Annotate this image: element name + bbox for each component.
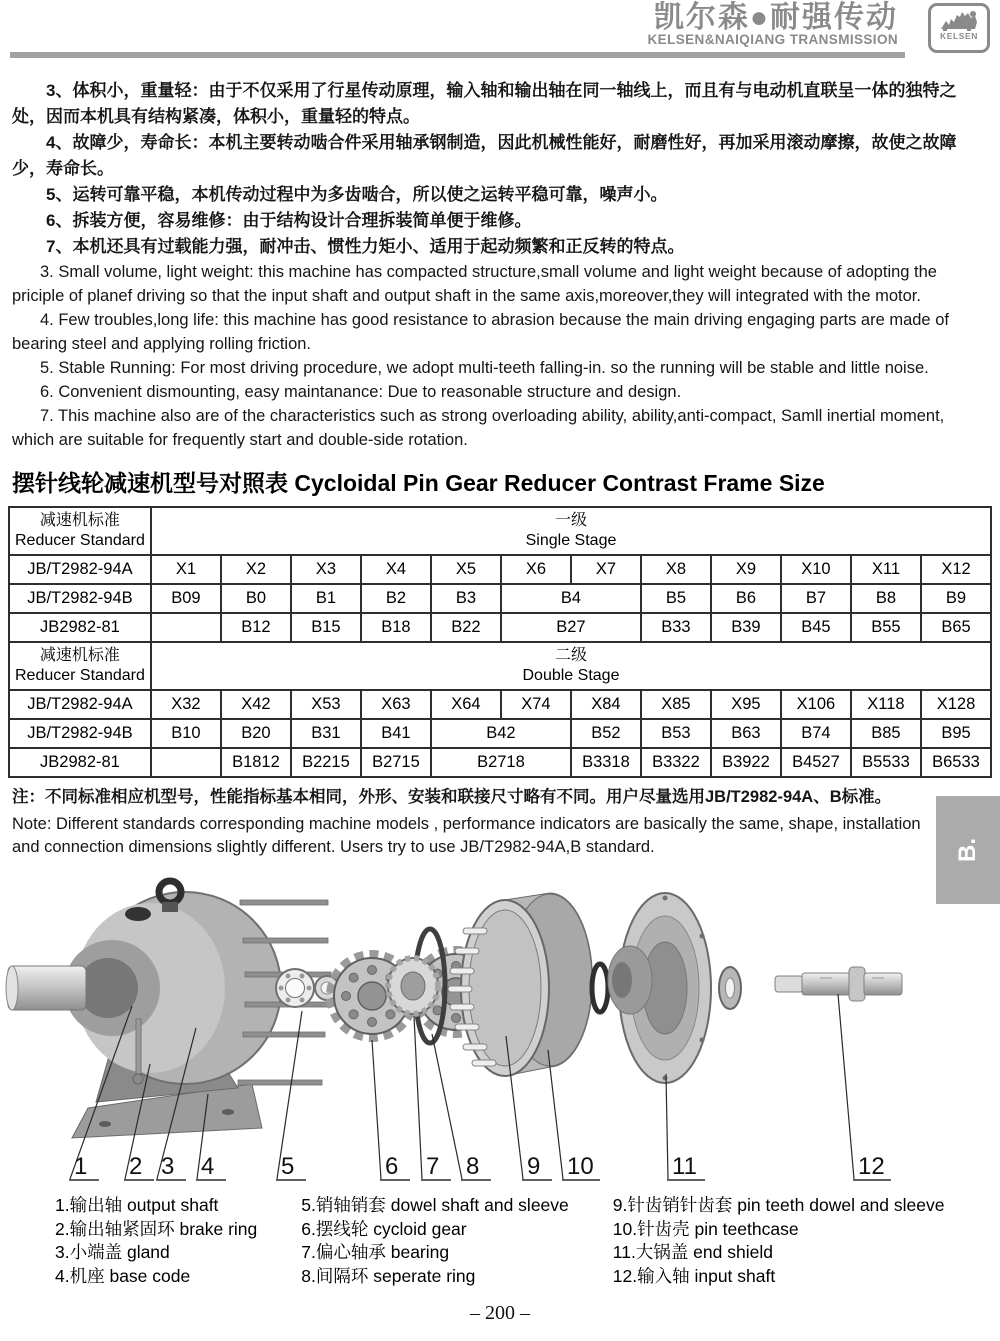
gear-animal-icon (937, 8, 981, 32)
table-cell: B6 (711, 584, 781, 613)
table-cell: B63 (711, 719, 781, 748)
parts-column-1 (55, 1194, 257, 1288)
table-cell: B45 (781, 613, 851, 642)
part-item: 12.输入轴 input shaft (612, 1265, 776, 1286)
feature-cn-4: 4、故障少，寿命长：本机主要转动啮合件采用轴承钢制造，因此机械性能好，耐磨性好，再加采用滚动摩擦，故使之故障少，寿命长。 (12, 133, 957, 178)
part-item: 5.销轴销套 dowel shaft and sleeve (301, 1195, 569, 1215)
feature-cn-6: 6、拆装方便，容易维修：由于结构设计合理拆装简单便于维修。 (46, 211, 532, 230)
table-cell: B33 (641, 613, 711, 642)
table-cell: X32 (151, 690, 221, 719)
table-cell: X118 (851, 690, 921, 719)
reducer-standard-cn: 减速机标准 (39, 647, 120, 664)
table-cell: B3 (431, 584, 501, 613)
part-item: 7.偏心轴承 bearing (301, 1242, 450, 1262)
feature-en-7: 7. This machine also are of the characteristics such as strong overloading ability, ability,anti-compact, Samll inertial moment, which are suitable for frequently start and double-side rotation. (12, 407, 945, 449)
table-cell: X95 (711, 690, 781, 719)
feature-en-6: 6. Convenient dismounting, easy maintanance: Due to reasonable structure and design. (40, 383, 682, 401)
table-cell: B4527 (781, 748, 851, 777)
double-stage-header (151, 642, 991, 690)
table-cell: X64 (431, 690, 501, 719)
table-cell: B31 (291, 719, 361, 748)
reducer-standard-en: Reducer Standard (15, 667, 145, 684)
single-stage-header (151, 507, 991, 555)
table-cell: X85 (641, 690, 711, 719)
table-cell: B52 (571, 719, 641, 748)
double-stage-header-row (9, 642, 991, 690)
kelsen-logo (928, 3, 990, 53)
table-cell: X42 (221, 690, 291, 719)
table-cell: X8 (641, 555, 711, 584)
table-cell: B2718 (431, 748, 571, 777)
feature-cn-3: 3、体积小，重量轻：由于不仅采用了行星传动原理，输入轴和输出轴在同一轴线上，而且有与电动机直联呈一体的独特之处，因而本机具有结构紧凑，体积小，重量轻的特点。 (12, 81, 957, 126)
table-cell: B22 (431, 613, 501, 642)
pin-teethcase (448, 893, 592, 1076)
table-cell: X1 (151, 555, 221, 584)
table-cell: B1812 (221, 748, 291, 777)
table-cell: X9 (711, 555, 781, 584)
part-item: 2.输出轴紧固环 brake ring (55, 1218, 258, 1239)
table-cell: B10 (151, 719, 221, 748)
single-stage-en: Single Stage (525, 532, 617, 549)
o-ring (592, 964, 608, 1012)
part-item: 6.摆线轮 cycloid gear (301, 1218, 467, 1239)
table-row-single-94b (9, 584, 991, 613)
row-label: JB/T2982-94A (9, 555, 151, 584)
model-contrast-table (8, 506, 992, 778)
table-cell: B2 (361, 584, 431, 613)
table-cell: B74 (781, 719, 851, 748)
table-row-double-94a (9, 690, 991, 719)
table-cell: B18 (361, 613, 431, 642)
callout-7: 7 (426, 1153, 440, 1180)
table-cell: B3318 (571, 748, 641, 777)
table-row-single-81 (9, 613, 991, 642)
part-item: 3.小端盖 gland (55, 1242, 170, 1262)
table-cell (151, 748, 221, 777)
reducer-standard-cn: 减速机标准 (39, 512, 120, 529)
table-cell (151, 613, 221, 642)
table-cell: X53 (291, 690, 361, 719)
feature-cn-7: 7、本机还具有过载能力强，耐冲击、惯性力矩小、适用于起动频繁和正反转的特点。 (46, 237, 685, 256)
reducer-standard-header (9, 642, 151, 690)
table-cell: X84 (571, 690, 641, 719)
table-cell: X128 (921, 690, 991, 719)
row-label: JB/T2982-94B (9, 719, 151, 748)
table-cell: X5 (431, 555, 501, 584)
table-cell: X6 (501, 555, 571, 584)
page-number: – 200 – (470, 1302, 530, 1324)
table-cell: B5533 (851, 748, 921, 777)
part-item: 10.针齿壳 pin teethcase (612, 1218, 799, 1239)
table-cell: B9 (921, 584, 991, 613)
table-cell: B3322 (641, 748, 711, 777)
table-cell: B42 (431, 719, 571, 748)
single-stage-cn: 一级 (554, 512, 587, 529)
feature-cn-5: 5、运转可靠平稳，本机传动过程中为多齿啮合，所以使之运转平稳可靠，噪声小。 (46, 185, 668, 204)
callout-11: 11 (672, 1153, 697, 1180)
table-cell: B3922 (711, 748, 781, 777)
brand-title-en: KELSEN&NAIQIANG TRANSMISSION (647, 32, 898, 47)
exploded-view-diagram (0, 876, 1000, 1188)
table-cell: B2715 (361, 748, 431, 777)
reducer-standard-header (9, 507, 151, 555)
callout-1: 1 (74, 1153, 88, 1180)
notes-section (0, 778, 1000, 859)
table-cell: X11 (851, 555, 921, 584)
reducer-standard-en: Reducer Standard (15, 532, 145, 549)
table-row-double-94b (9, 719, 991, 748)
part-item: 1.输出轴 output shaft (55, 1195, 219, 1215)
table-title: 摆针线轮减速机型号对照表 Cycloidal Pin Gear Reducer Contrast Frame Size (12, 470, 825, 496)
callout-2: 2 (129, 1153, 143, 1180)
table-row-single-94a (9, 555, 991, 584)
callout-6: 6 (385, 1153, 399, 1180)
table-cell: B27 (501, 613, 641, 642)
table-cell: B41 (361, 719, 431, 748)
table-cell: B85 (851, 719, 921, 748)
row-label: JB/T2982-94B (9, 584, 151, 613)
table-cell: B20 (221, 719, 291, 748)
table-cell: B0 (221, 584, 291, 613)
callout-numbers (74, 1153, 885, 1180)
table-cell: X3 (291, 555, 361, 584)
feature-en-4: 4. Few troubles,long life: this machine has good resistance to abrasion because the main driving engaging parts are made of bearing steel and applying rolling friction. (12, 311, 949, 353)
header-divider (10, 52, 905, 58)
callout-8: 8 (466, 1153, 480, 1180)
note-en: Note: Different standards corresponding machine models , performance indicators are basically the same, shape, installation and connection dimensions slightly different. Users try to use JB/T2982-94A,B standard. (12, 815, 921, 856)
table-cell: X7 (571, 555, 641, 584)
parts-column-2 (301, 1194, 569, 1288)
table-cell: B09 (151, 584, 221, 613)
double-stage-en: Double Stage (522, 667, 620, 684)
table-cell: X12 (921, 555, 991, 584)
table-cell: X63 (361, 690, 431, 719)
eccentric-bearing (388, 958, 438, 1014)
single-stage-header-row (9, 507, 991, 555)
table-cell: B2215 (291, 748, 361, 777)
double-stage-cn: 二级 (554, 647, 587, 664)
part-item: 11.大锅盖 end shield (612, 1242, 773, 1262)
callout-9: 9 (527, 1153, 541, 1180)
callout-5: 5 (281, 1153, 295, 1180)
table-cell: B8 (851, 584, 921, 613)
part-item: 8.间隔环 seperate ring (301, 1265, 476, 1286)
table-cell: X106 (781, 690, 851, 719)
table-cell: X74 (501, 690, 571, 719)
section-tab-label: B. (954, 838, 981, 862)
end-shield (608, 893, 711, 1083)
table-cell: B5 (641, 584, 711, 613)
page-header (0, 0, 1000, 64)
table-cell: X4 (361, 555, 431, 584)
table-cell: B7 (781, 584, 851, 613)
callout-12: 12 (858, 1153, 885, 1180)
row-label: JB/T2982-94A (9, 690, 151, 719)
table-cell: B1 (291, 584, 361, 613)
table-cell: B15 (291, 613, 361, 642)
table-cell: B4 (501, 584, 641, 613)
note-cn: 注：不同标准相应机型号，性能指标基本相同，外形、安装和联接尺寸略有不同。用户尽量选用JB/T2982-94A、B标准。 (12, 788, 892, 806)
feature-en-3: 3. Small volume, light weight: this machine has compacted structure,small volume and light weight because of adopting the priciple of planef driving so that the input shaft and output shaft in the same axis,moreover,they will integrated with the motor. (12, 263, 937, 305)
reducer-exploded-drawing (0, 876, 1000, 1188)
row-label: JB2982-81 (9, 748, 151, 777)
row-label: JB2982-81 (9, 613, 151, 642)
table-row-double-81 (9, 748, 991, 777)
brand-block (648, 2, 898, 47)
table-cell: B53 (641, 719, 711, 748)
shaft-bushing (719, 967, 741, 1009)
callout-3: 3 (161, 1153, 175, 1180)
callout-4: 4 (201, 1153, 215, 1180)
table-cell: B6533 (921, 748, 991, 777)
table-cell: X2 (221, 555, 291, 584)
parts-legend (55, 1194, 944, 1288)
part-item: 4.机座 base code (55, 1265, 191, 1286)
feature-en-5: 5. Stable Running: For most driving procedure, we adopt multi-teeth falling-in. so the running will be stable and little noise. (40, 359, 929, 377)
table-cell: B95 (921, 719, 991, 748)
table-cell: B55 (851, 613, 921, 642)
table-cell: B39 (711, 613, 781, 642)
features-section (0, 64, 1000, 452)
brand-title-cn: 凯尔森●耐强传动 (653, 1, 898, 34)
callout-10: 10 (567, 1153, 594, 1180)
parts-column-3 (613, 1194, 945, 1288)
table-cell: B12 (221, 613, 291, 642)
table-cell: X10 (781, 555, 851, 584)
part-item: 9.针齿销针齿套 pin teeth dowel and sleeve (612, 1195, 945, 1215)
table-cell: B65 (921, 613, 991, 642)
logo-text: KELSEN (939, 31, 979, 41)
